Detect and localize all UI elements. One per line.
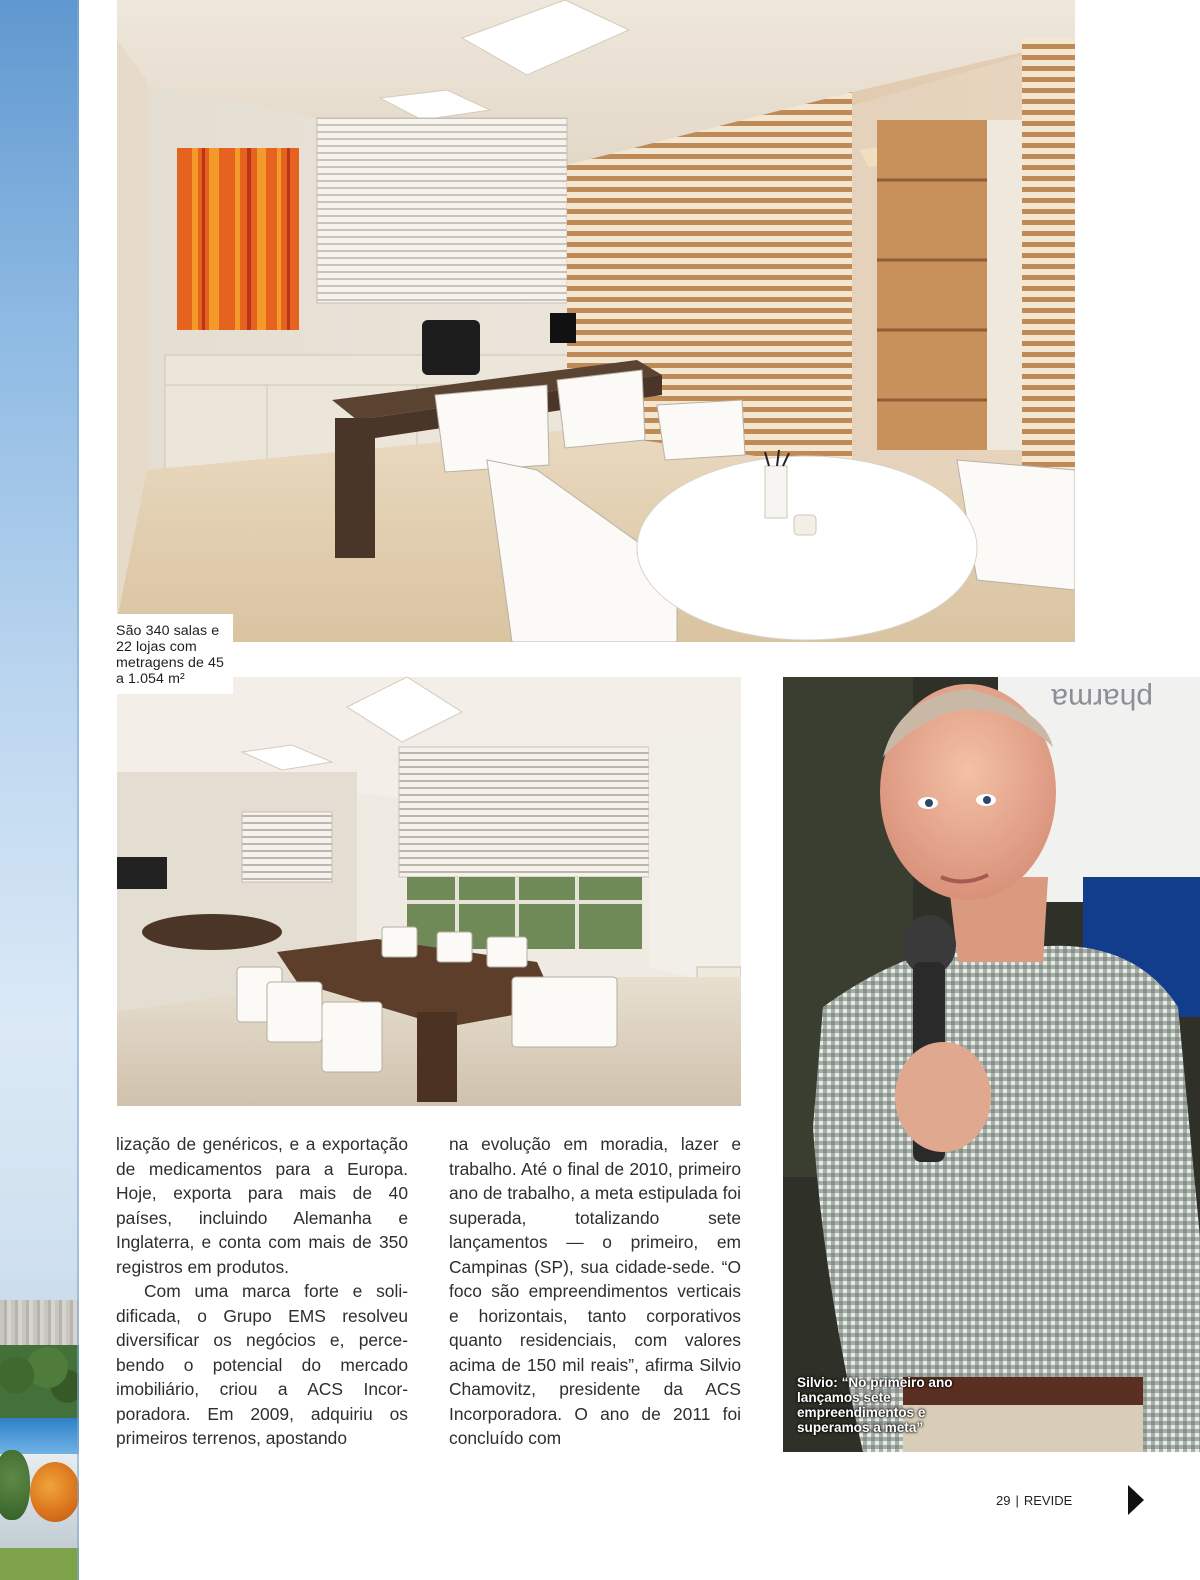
- forest-area: [0, 1345, 79, 1420]
- speaker-photo-caption: Silvio: “No primeiro ano lançamos sete empreendimentos e superamos a meta”: [797, 1375, 953, 1435]
- article-paragraph: na evolução em moradia, lazer e trabalho. Até o final de 2010, primeiro ano de trabalho, a meta estipulada foi superada, totalizando sete lançamentos — o primeiro, em Campinas (SP), sua cidade-sede. “O foco são empreendimentos verticais e horizontais, tanto corporativos quanto residenciais, com valores acima de 150 mil reais”, afirma Silvio Chamovitz, presidente da ACS Incorporadora. O ano de 2011 foi concluído com: [449, 1134, 741, 1448]
- meeting-room-photo: [117, 677, 741, 1106]
- grass-strip: [0, 1548, 79, 1580]
- article-paragraph: lização de genéricos, e a exportação de medicamentos para a Europa. Hoje, exporta para mais de 40 países, incluindo Alemanha e Inglaterra, e conta com mais de 350 registros em produtos.: [116, 1134, 408, 1277]
- article-column-2: [449, 1132, 741, 1451]
- speaker-photo: [783, 677, 1200, 1452]
- footer-separator: |: [1015, 1493, 1019, 1508]
- article-column-1: [116, 1132, 408, 1451]
- article-paragraph: Com uma marca forte e solidificada, o Grupo EMS resolveu diversificar os negócios e, percebendo o potencial do mercado imobiliário, criou a ACS Incorporadora. Em 2009, adquiriu os primeiros terrenos, apostando: [116, 1281, 408, 1448]
- office-photo-caption: São 340 salas e 22 lojas com metragens de 45 a 1.054 m²: [116, 623, 224, 687]
- office-photo-caption-box: [112, 614, 233, 694]
- page-footer: [996, 1493, 1072, 1508]
- pool-area: [0, 1418, 79, 1454]
- page-number: 29: [996, 1493, 1011, 1508]
- triangle-right-icon[interactable]: [1128, 1485, 1144, 1515]
- office-photo: [117, 0, 1075, 642]
- banner-text: pharma: [1051, 682, 1153, 715]
- green-tree: [0, 1450, 30, 1520]
- magazine-name: REVIDE: [1023, 1493, 1073, 1508]
- orange-tree: [30, 1462, 79, 1522]
- left-edge-photo-strip: [0, 0, 79, 1580]
